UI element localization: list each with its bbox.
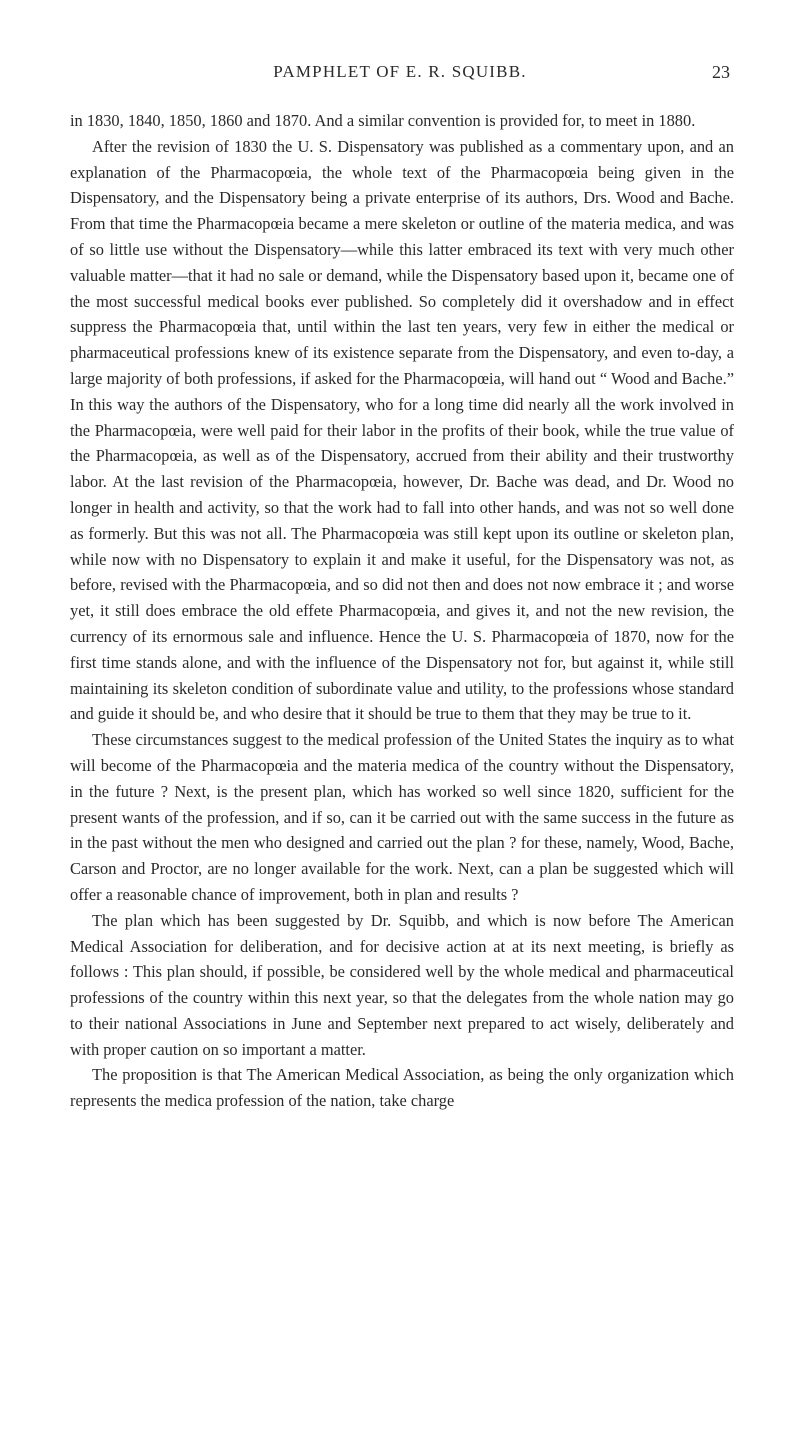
running-head (70, 62, 730, 92)
running-title: PAMPHLET OF E. R. SQUIBB. (273, 62, 527, 81)
body-text (70, 108, 734, 1114)
paragraph: in 1830, 1840, 1850, 1860 and 1870. And a similar convention is provided for, to meet in 1880. (70, 111, 696, 130)
paragraph: The proposition is that The American Medical Association, as being the only organization which represents the medica profession of the nation, take charge (70, 1065, 734, 1111)
paragraph: After the revision of 1830 the U. S. Dispensatory was published as a commentary upon, and an explanation of the Pharmacopœia, the whole text of the Pharmacopœia being given in the Dispensatory, and the Dispensatory being a private enterprise of its authors, Drs. Wood and Bache. From that time the Pharmacopœia became a mere skeleton or outline of the materia medica, and was of so little use without the Dispensatory—while this latter embraced its text with very much other valuable matter—that it had no sale or demand, while the Dispensatory based upon it, became one of the most successful medical books ever published. So completely did it overshadow and in effect suppress the Pharmacopœia that, until within the last ten years, very few in either the medical or pharmaceutical professions knew of its existence separate from the Dispensatory, and even to-day, a large majority of both professions, if asked for the Pharmacopœia, will hand out “ Wood and Bache.” In this way the authors of the Dispensatory, who for a long time did nearly all the work involved in the Pharmacopœia, were well paid for their labor in the profits of their book, while the true value of the Pharmacopœia, as well as of the Dispensatory, accrued from their ability and their trustworthy labor. At the last revision of the Pharmacopœia, however, Dr. Bache was dead, and Dr. Wood no longer in health and activity, so that the work had to fall into other hands, and was not so well done as formerly. But this was not all. The Pharmacopœia was still kept upon its outline or skeleton plan, while now with no Dispensatory to explain it and make it useful, for the Dispensatory was not, as before, revised with the Pharmacopœia, and so did not then and does not now embrace it ; and worse yet, it still does embrace the old effete Pharmacopœia, and gives it, and not the new revision, the currency of its ernormous sale and influence. Hence the U. S. Pharmacopœia of 1870, now for the first time stands alone, and with the influence of the Dispensatory not for, but against it, while still maintaining its skeleton condition of subordinate value and utility, to the professions whose standard and guide it should be, and who desire that it should be true to them that they may be true to it. (70, 136, 734, 724)
paragraph: The plan which has been suggested by Dr. Squibb, and which is now before The American Medical Association for deliberation, and for decisive action at at its next meeting, is briefly as follows : This plan should, if possible, be considered well by the whole medical and pharmaceutical professions of the country within this next year, so that the delegates from the whole nation may go to their national Associations in June and September next prepared to act wisely, deliberately and with proper caution on so important a matter. (70, 910, 734, 1059)
paragraph: These circumstances suggest to the medical profession of the United States the inquiry as to what will become of the Pharmacopœia and the materia medica of the country without the Dispensatory, in the future ? Next, is the present plan, which has worked so well since 1820, sufficient for the present wants of the profession, and if so, can it be carried out with the same success in the future as in the past without the men who designed and carried out the plan ? for these, namely, Wood, Bache, Carson and Proctor, are no longer available for the work. Next, can a plan be suggested which will offer a reasonable chance of improvement, both in plan and results ? (70, 730, 734, 904)
page-number: 23 (712, 62, 730, 82)
